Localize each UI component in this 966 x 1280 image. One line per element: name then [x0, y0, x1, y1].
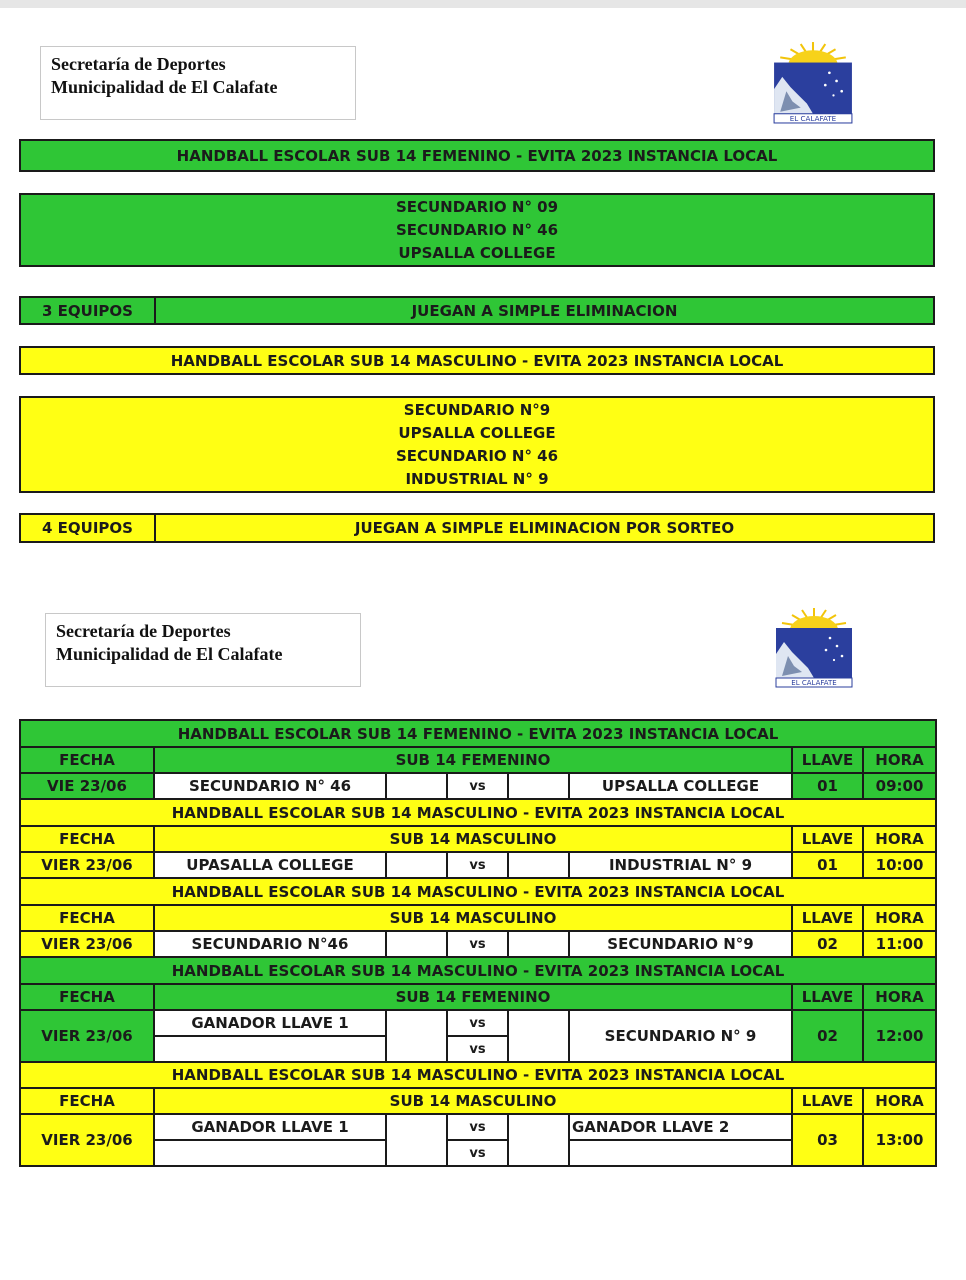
- vs-label: vs: [447, 1010, 508, 1036]
- el-calafate-logo-icon: [774, 606, 854, 688]
- llave-value: 02: [792, 1010, 863, 1062]
- llave-value: 02: [792, 931, 863, 957]
- match-header-row: [20, 1088, 936, 1114]
- fecha-header: FECHA: [20, 1088, 154, 1114]
- match-title: HANDBALL ESCOLAR SUB 14 MASCULINO - EVITA 2023 INSTANCIA LOCAL: [20, 799, 936, 826]
- team-1: GANADOR LLAVE 1: [154, 1114, 386, 1140]
- empty-cell: [386, 1010, 447, 1062]
- match-title-row: [20, 957, 936, 984]
- match-title: HANDBALL ESCOLAR SUB 14 FEMENINO - EVITA 2023 INSTANCIA LOCAL: [20, 720, 936, 747]
- org-name-line2: Municipalidad de El Calafate: [51, 77, 278, 97]
- empty-cell: [569, 1140, 792, 1166]
- match-row: [20, 1010, 936, 1036]
- femenino-format-bar: [19, 296, 935, 325]
- hora-value: 10:00: [863, 852, 936, 878]
- match-header-row: [20, 905, 936, 931]
- fecha-header: FECHA: [20, 747, 154, 773]
- match-header-row: [20, 984, 936, 1010]
- category-label: SUB 14 FEMENINO: [154, 747, 792, 773]
- match-header-row: [20, 826, 936, 852]
- team-list-item: SECUNDARIO N° 46: [395, 446, 559, 465]
- category-label: SUB 14 FEMENINO: [154, 984, 792, 1010]
- match-date: VIE 23/06: [20, 773, 154, 799]
- el-calafate-logo-icon: [772, 40, 854, 124]
- fecha-header: FECHA: [20, 905, 154, 931]
- match-header-row: [20, 747, 936, 773]
- llave-header: LLAVE: [792, 747, 863, 773]
- hora-header: HORA: [863, 1088, 936, 1114]
- empty-cell: [508, 931, 569, 957]
- femenino-title-bar: HANDBALL ESCOLAR SUB 14 FEMENINO - EVITA 2023 INSTANCIA LOCAL: [19, 139, 935, 172]
- fecha-header: FECHA: [20, 984, 154, 1010]
- format-text: JUEGAN A SIMPLE ELIMINACION POR SORTEO: [354, 519, 735, 537]
- schedule-table: [19, 719, 937, 1167]
- match-title: HANDBALL ESCOLAR SUB 14 MASCULINO - EVITA 2023 INSTANCIA LOCAL: [20, 1062, 936, 1088]
- organization-box: [40, 46, 356, 120]
- vs-label: vs: [447, 852, 508, 878]
- organization-box: [45, 613, 361, 687]
- team-2: GANADOR LLAVE 2: [569, 1114, 792, 1140]
- empty-cell: [508, 852, 569, 878]
- empty-cell: [508, 773, 569, 799]
- category-label: SUB 14 MASCULINO: [154, 905, 792, 931]
- team-count: 4 EQUIPOS: [21, 515, 156, 541]
- llave-value: 03: [792, 1114, 863, 1166]
- team-2: SECUNDARIO N° 9: [569, 1010, 792, 1062]
- hora-value: 09:00: [863, 773, 936, 799]
- llave-header: LLAVE: [792, 905, 863, 931]
- empty-cell: [508, 1010, 569, 1062]
- empty-cell: [154, 1140, 386, 1166]
- llave-header: LLAVE: [792, 826, 863, 852]
- hora-value: 12:00: [863, 1010, 936, 1062]
- match-title-row: [20, 1062, 936, 1088]
- team-2: UPSALLA COLLEGE: [569, 773, 792, 799]
- team-2: INDUSTRIAL N° 9: [569, 852, 792, 878]
- llave-value: 01: [792, 852, 863, 878]
- fecha-header: FECHA: [20, 826, 154, 852]
- logo-label: EL CALAFATE: [791, 679, 837, 687]
- match-date: VIER 23/06: [20, 931, 154, 957]
- masculino-format-bar: [19, 513, 935, 543]
- team-count: 3 EQUIPOS: [21, 298, 156, 323]
- vs-label: vs: [447, 773, 508, 799]
- top-strip: [0, 0, 966, 8]
- hora-value: 11:00: [863, 931, 936, 957]
- match-date: VIER 23/06: [20, 1114, 154, 1166]
- hora-header: HORA: [863, 984, 936, 1010]
- hora-value: 13:00: [863, 1114, 936, 1166]
- team-list-item: SECUNDARIO N° 09: [395, 197, 559, 216]
- vs-label: vs: [447, 1114, 508, 1140]
- empty-cell: [386, 1114, 447, 1166]
- empty-cell: [508, 1114, 569, 1166]
- category-label: SUB 14 MASCULINO: [154, 826, 792, 852]
- match-row: [20, 773, 936, 799]
- team-1: SECUNDARIO N° 46: [154, 773, 386, 799]
- hora-header: HORA: [863, 826, 936, 852]
- logo-label: EL CALAFATE: [789, 113, 837, 123]
- org-name-line1: Secretaría de Deportes: [51, 54, 226, 74]
- org-name-line2: Municipalidad de El Calafate: [56, 644, 283, 664]
- vs-label: vs: [447, 931, 508, 957]
- empty-cell: [386, 852, 447, 878]
- empty-cell: [386, 773, 447, 799]
- match-row: [20, 931, 936, 957]
- match-row: [20, 852, 936, 878]
- team-1: SECUNDARIO N°46: [154, 931, 386, 957]
- empty-cell: [154, 1036, 386, 1062]
- llave-value: 01: [792, 773, 863, 799]
- format-text: JUEGAN A SIMPLE ELIMINACION: [411, 301, 678, 320]
- match-row: [20, 1114, 936, 1140]
- team-1: UPASALLA COLLEGE: [154, 852, 386, 878]
- hora-header: HORA: [863, 905, 936, 931]
- match-title: HANDBALL ESCOLAR SUB 14 MASCULINO - EVITA 2023 INSTANCIA LOCAL: [20, 878, 936, 905]
- match-title-row: [20, 799, 936, 826]
- match-date: VIER 23/06: [20, 852, 154, 878]
- empty-cell: [386, 931, 447, 957]
- team-1: GANADOR LLAVE 1: [154, 1010, 386, 1036]
- llave-header: LLAVE: [792, 984, 863, 1010]
- femenino-teams-box: [19, 193, 935, 267]
- llave-header: LLAVE: [792, 1088, 863, 1114]
- team-2: SECUNDARIO N°9: [569, 931, 792, 957]
- match-title: HANDBALL ESCOLAR SUB 14 MASCULINO - EVITA 2023 INSTANCIA LOCAL: [20, 957, 936, 984]
- org-name-line1: Secretaría de Deportes: [56, 621, 231, 641]
- masculino-teams-box: [19, 396, 935, 493]
- vs-label: vs: [447, 1036, 508, 1062]
- team-list-item: SECUNDARIO N°9: [403, 400, 551, 419]
- match-title-row: [20, 878, 936, 905]
- team-list-item: INDUSTRIAL N° 9: [405, 469, 549, 488]
- masculino-title-bar: HANDBALL ESCOLAR SUB 14 MASCULINO - EVITA 2023 INSTANCIA LOCAL: [19, 346, 935, 375]
- vs-label: vs: [447, 1140, 508, 1166]
- match-date: VIER 23/06: [20, 1010, 154, 1062]
- team-list-item: SECUNDARIO N° 46: [395, 220, 559, 239]
- hora-header: HORA: [863, 747, 936, 773]
- match-title-row: [20, 720, 936, 747]
- team-list-item: UPSALLA COLLEGE: [398, 243, 556, 262]
- category-label: SUB 14 MASCULINO: [154, 1088, 792, 1114]
- team-list-item: UPSALLA COLLEGE: [398, 423, 556, 442]
